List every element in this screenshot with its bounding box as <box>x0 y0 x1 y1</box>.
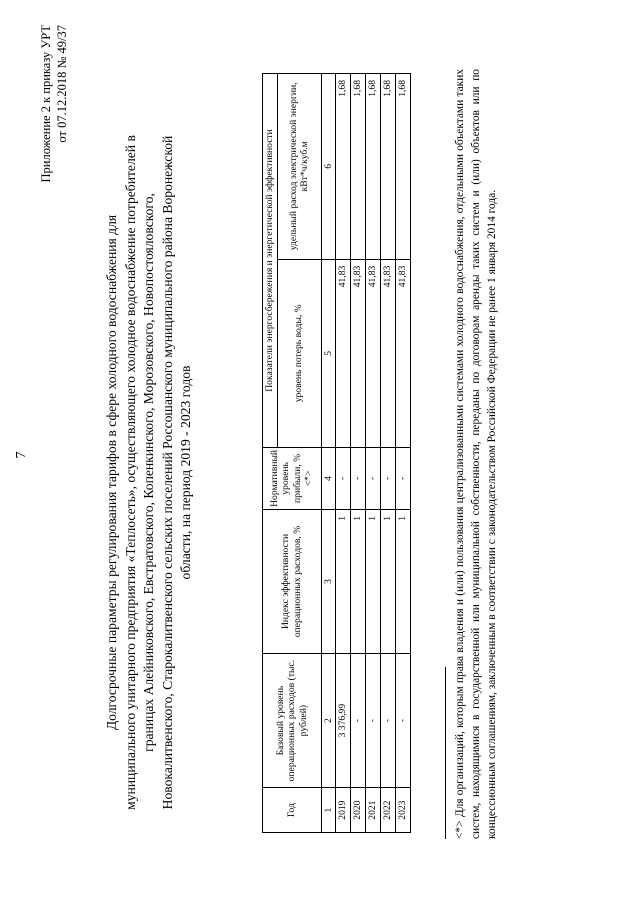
header-profit-level: Нормативный уровень прибыли, % <*> <box>263 447 322 509</box>
cell-efficiency-index: 1 <box>336 509 351 653</box>
title-line-3: границах Алейниковского, Евстратовского, Копенкинского, Морозовского, Новопостояловского, <box>141 193 156 752</box>
cell-power-use: 1,68 <box>336 74 351 260</box>
cell-profit-level: - <box>396 447 411 509</box>
cell-base-level: - <box>366 654 381 788</box>
cell-year: 2020 <box>351 788 366 833</box>
cell-power-use: 1,68 <box>366 74 381 260</box>
cell-efficiency-index: 1 <box>396 509 411 653</box>
header-power-use: удельный расход электрической энергии, кВт*ч/куб.м <box>277 74 321 260</box>
table-row <box>381 74 396 833</box>
cell-profit-level: - <box>351 447 366 509</box>
title-line-1: Долгосрочные параметры регулирования тарифов в сфере холодного водоснабжения для <box>104 214 119 731</box>
cell-profit-level: - <box>366 447 381 509</box>
title-line-2: муниципального унитарного предприятия «Теплосеть», осуществляющего холодное водоснабжение потребителей в <box>122 135 138 810</box>
cell-year: 2021 <box>366 788 381 833</box>
cell-efficiency-index: 1 <box>351 509 366 653</box>
cell-efficiency-index: 1 <box>381 509 396 653</box>
tariff-parameters-table <box>262 73 411 833</box>
title-line-4: Новокалитвенского, Старокалитвенского сельских поселений Россошанского муниципального района Воронежской <box>159 135 175 810</box>
title-line-5: области, на период 2019 - 2023 годов <box>178 365 193 580</box>
page-number: 7 <box>14 451 29 459</box>
header-water-loss: уровень потерь воды, % <box>277 259 321 447</box>
footnote: <*> Для организаций, которым права владения и (или) пользования централизованными системами холодного водоснабжения, отдельными объектами таких систем, находящимися в государственной или муниципальной собственности, переданы по договорам аренды таких систем и (или) объектов или по концессионным соглашениям, заключенным в соответствии с законодательством Российской Федерации не ранее 1 января 2014 года. <box>454 69 498 839</box>
footnote-divider <box>445 667 446 839</box>
appendix-line-2: от 07.12.2018 № 49/37 <box>55 25 69 143</box>
column-number: 1 <box>321 788 336 833</box>
cell-water-loss: 41,83 <box>366 259 381 447</box>
table-row <box>351 74 366 833</box>
header-year: Год <box>263 788 322 833</box>
appendix-line-1: Приложение 2 к приказу УРТ <box>39 25 53 183</box>
header-efficiency-index: Индекс эффективности операционных расходов, % <box>263 509 322 653</box>
cell-base-level: - <box>381 654 396 788</box>
table-row <box>336 74 351 833</box>
cell-profit-level: - <box>381 447 396 509</box>
cell-water-loss: 41,83 <box>396 259 411 447</box>
cell-power-use: 1,68 <box>351 74 366 260</box>
column-number: 6 <box>321 74 336 260</box>
document-title <box>103 70 196 875</box>
cell-water-loss: 41,83 <box>351 259 366 447</box>
column-number: 4 <box>321 447 336 509</box>
cell-profit-level: - <box>336 447 351 509</box>
header-base-level: Базовый уровень операционных расходов (тыс. рублей) <box>263 654 322 788</box>
cell-year: 2019 <box>336 788 351 833</box>
cell-year: 2023 <box>396 788 411 833</box>
cell-base-level: - <box>396 654 411 788</box>
cell-power-use: 1,68 <box>396 74 411 260</box>
cell-base-level: - <box>351 654 366 788</box>
header-energy-group: Показатели энергосбережения и энергетической эффективности <box>263 74 278 448</box>
column-number: 5 <box>321 259 336 447</box>
column-number: 2 <box>321 654 336 788</box>
cell-power-use: 1,68 <box>381 74 396 260</box>
cell-water-loss: 41,83 <box>336 259 351 447</box>
cell-water-loss: 41,83 <box>381 259 396 447</box>
column-number: 3 <box>321 509 336 653</box>
table-row <box>396 74 411 833</box>
cell-year: 2022 <box>381 788 396 833</box>
table-row <box>366 74 381 833</box>
cell-efficiency-index: 1 <box>366 509 381 653</box>
appendix-reference <box>38 25 70 183</box>
cell-base-level: 3 376,99 <box>336 654 351 788</box>
